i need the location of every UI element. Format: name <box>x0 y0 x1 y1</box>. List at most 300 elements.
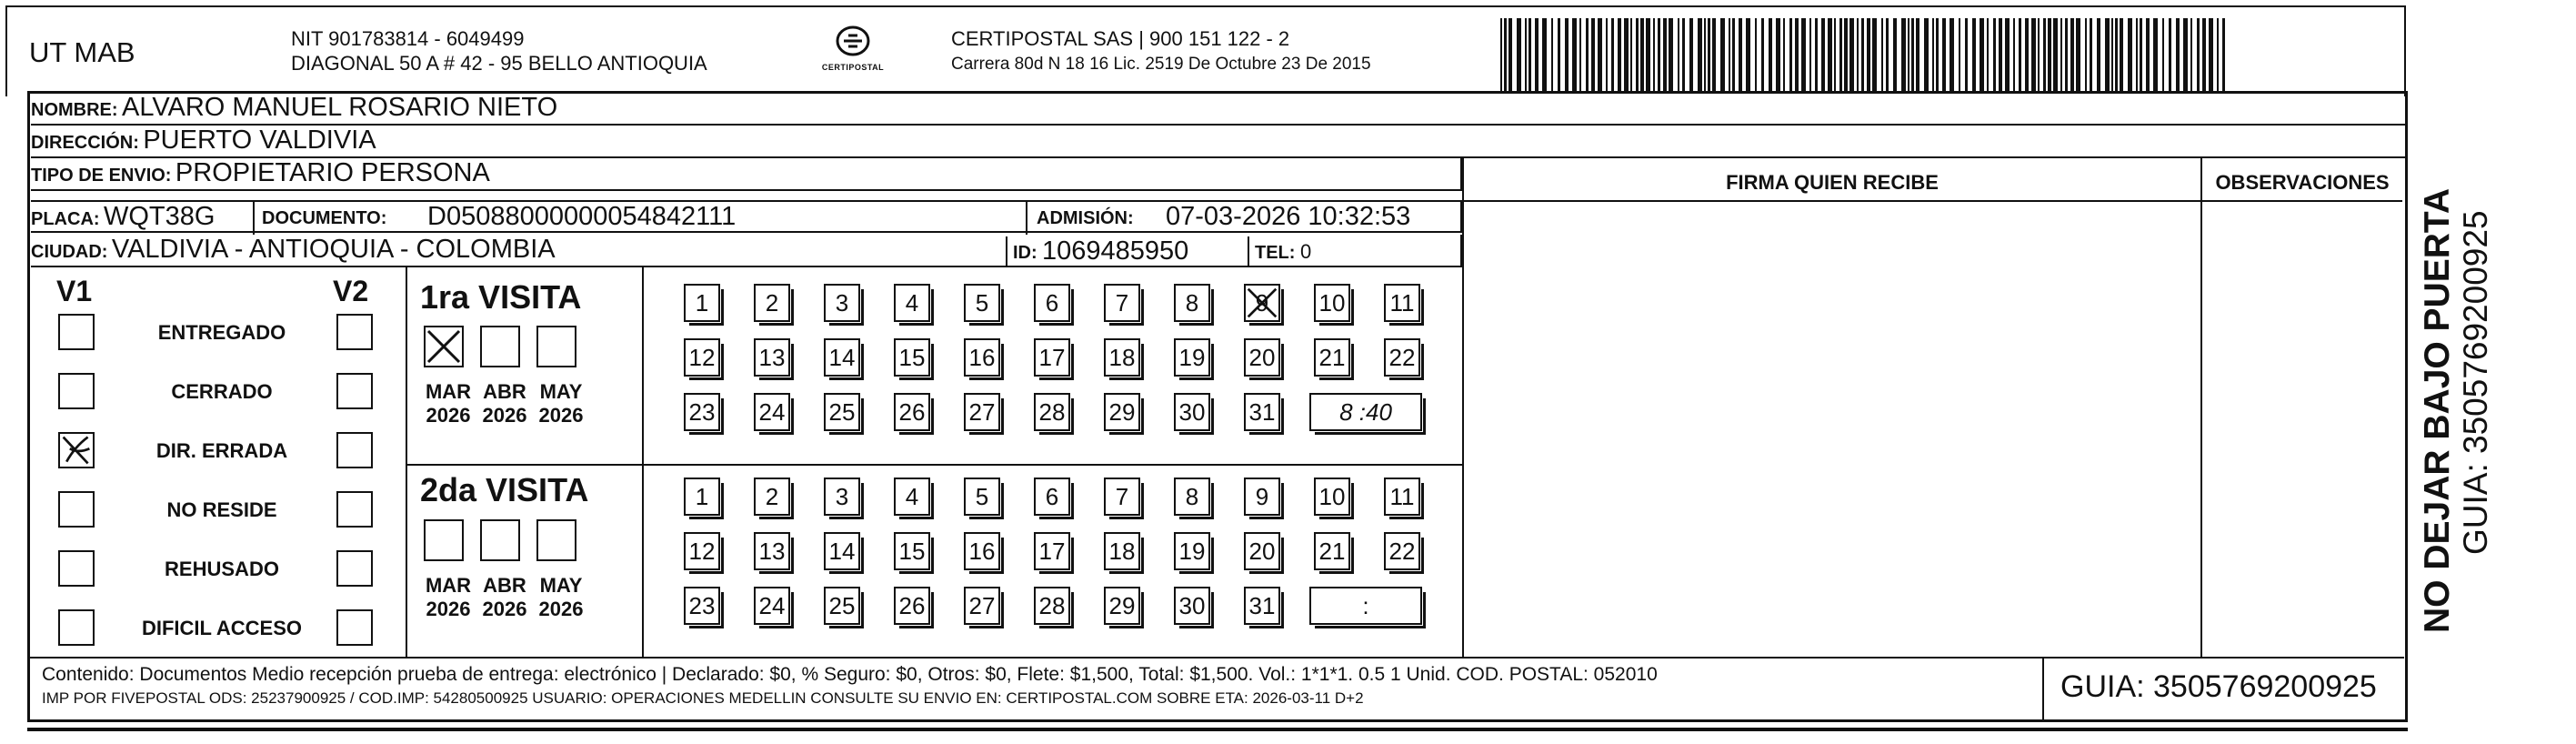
barcode-bar <box>1857 18 1859 93</box>
visit2-day-box[interactable] <box>824 478 860 516</box>
barcode-bar <box>1658 18 1660 93</box>
visit1-day-number: 23 <box>688 397 716 426</box>
barcode-bar <box>1916 18 1919 93</box>
visit2-day-box[interactable] <box>1174 587 1210 625</box>
visit1-day-box[interactable] <box>684 393 720 431</box>
barcode-bar <box>2202 18 2206 93</box>
visit1-month-label: MAY <box>539 380 583 403</box>
barcode-bar <box>2190 18 2192 93</box>
visit1-day-number: 7 <box>1115 288 1129 317</box>
status-label: ENTREGADO <box>157 321 286 344</box>
id-value: 1069485950 <box>1042 236 1189 266</box>
barcode-bar <box>1893 18 1897 93</box>
visit1-day-box[interactable] <box>754 338 790 377</box>
visit1-day-box[interactable] <box>1034 338 1070 377</box>
tel-label: TEL: <box>1255 243 1296 263</box>
visit1-day-box[interactable] <box>1314 284 1350 322</box>
visit1-day-box[interactable] <box>824 284 860 322</box>
visit1-day-number: 26 <box>898 397 926 426</box>
visit2-day-number: 4 <box>905 482 919 510</box>
barcode-bar <box>2038 18 2040 93</box>
barcode-bar <box>2197 18 2200 93</box>
visit1-day-box[interactable] <box>964 338 1000 377</box>
barcode-bar <box>1815 18 1818 93</box>
barcode-bar <box>2140 18 2142 93</box>
status-v2-checkbox[interactable] <box>336 609 373 646</box>
barcode-bar <box>2065 18 2068 93</box>
bottom-thick-line <box>27 728 2408 731</box>
visit1-day-box[interactable] <box>1104 284 1140 322</box>
documento-value: D05088000000054842111 <box>427 202 737 231</box>
visit1-day-number: 18 <box>1108 343 1136 371</box>
status-v1-checkbox[interactable] <box>58 314 95 350</box>
visit2-day-number: 19 <box>1178 537 1206 565</box>
visit2-day-number: 5 <box>975 482 989 510</box>
divider-footer-guia <box>2042 657 2044 720</box>
visit2-day-number: 24 <box>758 591 786 619</box>
visit1-day-number: 17 <box>1038 343 1066 371</box>
visit2-day-number: 11 <box>1389 482 1415 510</box>
barcode-bar <box>2048 18 2051 93</box>
barcode-bar <box>1689 18 1693 93</box>
visit2-month-checkbox[interactable] <box>424 519 464 561</box>
visit2-day-box[interactable] <box>1174 532 1210 570</box>
nombre-label: NOMBRE: <box>31 100 118 120</box>
barcode-bar <box>1834 18 1836 93</box>
barcode-bar <box>1739 18 1742 93</box>
barcode-bar <box>1682 18 1685 93</box>
placa-value: WQT38G <box>104 202 216 231</box>
visit2-day-box[interactable] <box>1384 478 1420 516</box>
tipo-label: TIPO DE ENVIO: <box>31 166 172 186</box>
visit2-year-label: 2026 <box>426 598 471 620</box>
barcode-bar <box>1500 18 1502 93</box>
status-label: REHUSADO <box>165 558 279 580</box>
carrier-license: Carrera 80d N 18 16 Lic. 2519 De Octubre 23 De 2015 <box>951 55 1371 74</box>
barcode-bar <box>1606 18 1608 93</box>
visit1-day-box[interactable] <box>894 284 930 322</box>
status-label: DIR. ERRADA <box>155 439 288 462</box>
barcode-bar <box>2115 18 2118 93</box>
visit2-day-box[interactable] <box>964 478 1000 516</box>
visit2-day-box[interactable] <box>1384 532 1420 570</box>
visit2-day-box[interactable] <box>824 532 860 570</box>
visit1-day-box[interactable] <box>1034 393 1070 431</box>
status-v2-checkbox[interactable] <box>336 314 373 350</box>
barcode-bar <box>1801 18 1806 93</box>
side-guia: GUIA: 3505769200925 <box>2457 210 2494 555</box>
barcode-bar <box>2217 18 2219 93</box>
visit1-day-number: 5 <box>975 288 989 317</box>
row-nombre <box>31 93 2406 126</box>
barcode-bar <box>1586 18 1589 93</box>
barcode-bar <box>2053 18 2058 93</box>
barcode-bar <box>1987 18 1989 93</box>
visit2-day-box[interactable] <box>824 587 860 625</box>
visit2-day-box[interactable] <box>1104 532 1140 570</box>
visit2-day-number: 15 <box>898 537 926 565</box>
nombre-value: ALVARO MANUEL ROSARIO NIETO <box>122 93 558 122</box>
direccion-label: DIRECCIÓN: <box>31 133 139 153</box>
barcode-bar <box>1708 18 1710 93</box>
barcode-bar <box>1828 18 1832 93</box>
barcode-bar <box>1542 18 1547 93</box>
visit2-day-box[interactable] <box>1244 587 1280 625</box>
barcode-bar <box>1901 18 1906 93</box>
visit1-day-box[interactable] <box>1174 393 1210 431</box>
company-nit: NIT 901783814 - 6049499 <box>291 27 525 50</box>
visit1-day-box[interactable] <box>1174 338 1210 377</box>
barcode-bar <box>1535 18 1539 93</box>
observaciones-header: OBSERVACIONES <box>2215 171 2390 194</box>
barcode-bar <box>1698 18 1702 93</box>
visit1-hour-box[interactable] <box>1309 393 1422 431</box>
visit2-day-box[interactable] <box>1314 478 1350 516</box>
visit2-day-box[interactable] <box>894 478 930 516</box>
visit2-day-number: 7 <box>1115 482 1129 510</box>
barcode-bar <box>2076 18 2080 93</box>
visit1-day-box[interactable] <box>1104 338 1140 377</box>
visit1-day-number: 11 <box>1389 288 1415 317</box>
visit2-day-number: 9 <box>1255 482 1269 510</box>
visit1-day-box[interactable] <box>824 338 860 377</box>
visit2-month-checkbox[interactable] <box>480 519 520 561</box>
barcode-bar <box>2209 18 2213 93</box>
visit1-day-box[interactable] <box>964 284 1000 322</box>
visit1-day-box[interactable] <box>1314 338 1350 377</box>
visit2-day-number: 31 <box>1248 591 1276 619</box>
barcode-bar <box>2120 18 2123 93</box>
barcode-bar <box>1755 18 1757 93</box>
visit1-day-number: 3 <box>835 288 849 317</box>
barcode-bar <box>2085 18 2087 93</box>
barcode-bar <box>1591 18 1595 93</box>
visit2-day-number: 21 <box>1318 537 1346 565</box>
barcode-bar <box>1783 18 1785 93</box>
visit2-day-number: 18 <box>1108 537 1136 565</box>
visit1-day-number: 8 <box>1185 288 1199 317</box>
barcode-bar <box>2025 18 2029 93</box>
barcode-bar <box>2222 18 2225 93</box>
barcode-bar <box>1942 18 1946 93</box>
v1-label: V1 <box>56 275 93 307</box>
visit1-day-number: 25 <box>828 397 856 426</box>
barcode-bar <box>1663 18 1667 93</box>
visit2-hour-box[interactable] <box>1309 587 1422 625</box>
divider-observaciones <box>2200 158 2202 657</box>
visit1-day-number: 9 <box>1255 288 1269 317</box>
visit2-day-box[interactable] <box>894 587 930 625</box>
barcode-bar <box>1886 18 1889 93</box>
visit2-day-number: 6 <box>1045 482 1059 510</box>
company-name: UT MAB <box>29 36 135 68</box>
barcode-bar <box>1746 18 1750 93</box>
barcode-bar <box>2146 18 2150 93</box>
barcode-bar <box>1761 18 1764 93</box>
status-v2-checkbox[interactable] <box>336 491 373 528</box>
tel-value: 0 <box>1300 240 1312 263</box>
check-mark-icon <box>60 434 93 467</box>
visit1-day-box[interactable] <box>684 338 720 377</box>
visit2-day-box[interactable] <box>684 587 720 625</box>
visit2-year-label: 2026 <box>482 598 527 620</box>
visit1-month-checkbox[interactable] <box>424 326 464 367</box>
barcode-bar <box>1789 18 1792 93</box>
visit1-month-checkbox[interactable] <box>536 326 576 367</box>
visit2-month-label: ABR <box>483 574 526 597</box>
visit2-day-number: 29 <box>1108 591 1136 619</box>
documento-label: DOCUMENTO: <box>262 208 387 228</box>
barcode-bar <box>1959 18 1960 93</box>
barcode-bar <box>2136 18 2138 93</box>
visit1-month-label: MAR <box>425 380 472 403</box>
visit1-day-box[interactable] <box>1384 338 1420 377</box>
visit2-day-box[interactable] <box>1034 532 1070 570</box>
visit1-day-number: 24 <box>758 397 786 426</box>
status-v1-checkbox[interactable] <box>58 491 95 528</box>
visit1-day-box[interactable] <box>964 393 1000 431</box>
barcode-bar <box>1729 18 1730 93</box>
status-label: NO RESIDE <box>166 498 277 521</box>
barcode-bar <box>1908 18 1909 93</box>
visit1-day-number: 30 <box>1178 397 1206 426</box>
visit1-day-box[interactable] <box>894 393 930 431</box>
barcode-bar <box>2005 18 2010 93</box>
barcode-bar <box>1795 18 1799 93</box>
barcode-bar <box>1839 18 1842 93</box>
status-v1-checkbox[interactable] <box>58 432 95 468</box>
visit2-day-number: 27 <box>968 591 996 619</box>
barcode-bar <box>1776 18 1780 93</box>
visit2-hour-value: : <box>1362 591 1369 619</box>
visit1-day-number: 31 <box>1248 397 1276 426</box>
visit2-month-label: MAY <box>539 574 583 597</box>
visit2-day-box[interactable] <box>1244 532 1280 570</box>
admision-label: ADMISIÓN: <box>1037 208 1134 228</box>
visit2-day-box[interactable] <box>1034 478 1070 516</box>
visit2-day-box[interactable] <box>754 478 790 516</box>
barcode-bar <box>2090 18 2092 93</box>
check-mark-icon <box>1246 286 1278 320</box>
firma-header-line <box>1462 200 2402 202</box>
visit2-year-label: 2026 <box>538 598 584 620</box>
visit1-year-label: 2026 <box>482 404 527 427</box>
barcode-bar <box>1950 18 1954 93</box>
visit1-day-number: 20 <box>1248 343 1276 371</box>
barcode-bar <box>1509 18 1512 93</box>
visit1-day-number: 14 <box>828 343 856 371</box>
visit2-day-box[interactable] <box>1174 478 1210 516</box>
barcode-bar <box>1646 18 1650 93</box>
visit1-day-number: 1 <box>695 288 709 317</box>
divider-admision <box>1026 202 1027 235</box>
footer-imp: IMP POR FIVEPOSTAL ODS: 25237900925 / COD.IMP: 54280500925 USUARIO: OPERACIONES MEDELLIN CONSULTE SU ENVIO EN: CERTIPOSTAL.COM SOBRE ETA: 2026-03-11 D+2 <box>42 689 1364 707</box>
visit1-day-box[interactable] <box>684 284 720 322</box>
v2-label: V2 <box>333 275 369 307</box>
visit2-day-number: 2 <box>765 482 779 510</box>
visit2-day-box[interactable] <box>964 587 1000 625</box>
visit2-day-box[interactable] <box>1244 478 1280 516</box>
visit1-day-number: 27 <box>968 397 996 426</box>
visit2-day-number: 28 <box>1038 591 1066 619</box>
visit1-day-number: 21 <box>1318 343 1346 371</box>
status-v2-checkbox[interactable] <box>336 432 373 468</box>
row-tipo <box>31 158 1462 191</box>
company-address: DIAGONAL 50 A # 42 - 95 BELLO ANTIOQUIA <box>291 52 707 75</box>
divider-placa <box>253 202 255 235</box>
footer-content: Contenido: Documentos Medio recepción prueba de entrega: electrónico | Declarado: $0, % Seguro: $0, Otros: $0, Flete: $1,500, Total: $1,500. Vol.: 1*1*1. 0.5 1 Unid. COD. POSTAL: 052010 <box>42 664 1658 685</box>
direccion-value: PUERTO VALDIVIA <box>143 126 376 155</box>
visit2-day-box[interactable] <box>754 532 790 570</box>
certipostal-logo-icon <box>833 25 873 58</box>
barcode-bar <box>1720 18 1725 93</box>
visit1-day-number: 16 <box>968 343 996 371</box>
side-warning: NO DEJAR BAJO PUERTA <box>2418 187 2457 633</box>
barcode-bar <box>2162 18 2164 93</box>
visit1-hour-value: 8 :40 <box>1339 397 1392 426</box>
visit2-day-box[interactable] <box>1104 478 1140 516</box>
barcode-bar <box>1712 18 1716 93</box>
barcode-bar <box>1598 18 1602 93</box>
visit2-day-number: 22 <box>1388 537 1416 565</box>
visit1-day-box[interactable] <box>754 393 790 431</box>
visit2-day-number: 25 <box>828 591 856 619</box>
barcode-bar <box>2097 18 2100 93</box>
visit1-title: 1ra VISITA <box>420 278 582 316</box>
visit2-day-number: 20 <box>1248 537 1276 565</box>
barcode-bar <box>2060 18 2062 93</box>
barcode-bar <box>1611 18 1614 93</box>
divider-tel <box>1248 236 1249 267</box>
visit1-day-number: 2 <box>765 288 779 317</box>
visit1-day-box[interactable] <box>1104 393 1140 431</box>
status-v2-checkbox[interactable] <box>336 373 373 409</box>
visit1-day-box[interactable] <box>754 284 790 322</box>
visit2-day-box[interactable] <box>894 532 930 570</box>
visit1-day-number: 22 <box>1388 343 1416 371</box>
visit1-day-box[interactable] <box>894 338 930 377</box>
barcode-bar <box>1678 18 1679 93</box>
visit1-day-number: 4 <box>905 288 919 317</box>
barcode-bar <box>1630 18 1632 93</box>
barcode <box>1500 18 2228 93</box>
visit2-day-box[interactable] <box>964 532 1000 570</box>
visit2-day-number: 14 <box>828 537 856 565</box>
visit1-day-number: 13 <box>758 343 786 371</box>
barcode-bar <box>1965 18 1968 93</box>
barcode-bar <box>1844 18 1848 93</box>
status-label: CERRADO <box>171 380 273 403</box>
divider-status <box>406 267 407 657</box>
barcode-bar <box>1653 18 1655 93</box>
barcode-bar <box>2183 18 2188 93</box>
visit1-day-box[interactable] <box>1244 284 1280 322</box>
barcode-bar <box>1572 18 1577 93</box>
barcode-bar <box>1872 18 1877 93</box>
visit1-day-box[interactable] <box>1174 284 1210 322</box>
visit1-day-box[interactable] <box>1384 284 1420 322</box>
barcode-bar <box>2128 18 2132 93</box>
barcode-bar <box>1558 18 1560 93</box>
status-v1-checkbox[interactable] <box>58 609 95 646</box>
visit2-day-box[interactable] <box>684 478 720 516</box>
divider-firma <box>1462 158 1464 657</box>
visit2-day-number: 23 <box>688 591 716 619</box>
barcode-bar <box>1936 18 1939 93</box>
visit1-day-number: 12 <box>688 343 716 371</box>
visit1-day-number: 6 <box>1045 288 1059 317</box>
visit1-day-number: 15 <box>898 343 926 371</box>
divider-id <box>1006 236 1007 267</box>
barcode-bar <box>1924 18 1929 93</box>
placa-label: PLACA: <box>31 209 100 229</box>
barcode-bar <box>2013 18 2015 93</box>
barcode-bar <box>1881 18 1883 93</box>
barcode-bar <box>1579 18 1581 93</box>
visit2-day-number: 8 <box>1185 482 1199 510</box>
visit1-day-box[interactable] <box>1034 284 1070 322</box>
status-v2-checkbox[interactable] <box>336 550 373 587</box>
divider-months <box>642 267 644 657</box>
barcode-bar <box>2031 18 2036 93</box>
barcode-bar <box>2153 18 2158 93</box>
visit2-day-number: 10 <box>1318 482 1346 510</box>
visit2-day-number: 16 <box>968 537 996 565</box>
barcode-bar <box>1525 18 1527 93</box>
visit2-month-checkbox[interactable] <box>536 519 576 561</box>
status-v1-checkbox[interactable] <box>58 550 95 587</box>
barcode-bar <box>1911 18 1914 93</box>
firma-header: FIRMA QUIEN RECIBE <box>1726 171 1939 194</box>
visit2-day-box[interactable] <box>1314 532 1350 570</box>
visit2-day-number: 13 <box>758 537 786 565</box>
barcode-bar <box>1809 18 1811 93</box>
barcode-bar <box>2111 18 2113 93</box>
barcode-bar <box>1529 18 1531 93</box>
status-v1-checkbox[interactable] <box>58 373 95 409</box>
barcode-bar <box>1618 18 1621 93</box>
barcode-bar <box>1861 18 1864 93</box>
id-label: ID: <box>1013 243 1037 263</box>
footer-guia: GUIA: 3505769200925 <box>2060 669 2377 704</box>
barcode-bar <box>1999 18 2002 93</box>
visit2-day-box[interactable] <box>684 532 720 570</box>
barcode-bar <box>1769 18 1772 93</box>
barcode-bar <box>1972 18 1976 93</box>
barcode-bar <box>2019 18 2021 93</box>
visit2-day-box[interactable] <box>1034 587 1070 625</box>
visit1-day-box[interactable] <box>1244 338 1280 377</box>
visit1-day-box[interactable] <box>1244 393 1280 431</box>
visit1-day-box[interactable] <box>824 393 860 431</box>
visit1-day-number: 10 <box>1318 288 1346 317</box>
status-label: DIFICIL ACCESO <box>141 617 302 639</box>
barcode-bar <box>2176 18 2180 93</box>
admision-value: 07-03-2026 10:32:53 <box>1166 202 1411 231</box>
barcode-bar <box>2105 18 2110 93</box>
barcode-bar <box>1821 18 1825 93</box>
tipo-value: PROPIETARIO PERSONA <box>175 158 490 187</box>
visit2-day-box[interactable] <box>1104 587 1140 625</box>
logo-text: CERTIPOSTAL <box>821 63 885 72</box>
barcode-bar <box>1551 18 1553 93</box>
visit2-day-number: 30 <box>1178 591 1206 619</box>
visit1-month-checkbox[interactable] <box>480 326 520 367</box>
visit2-day-box[interactable] <box>754 587 790 625</box>
barcode-bar <box>1640 18 1644 93</box>
barcode-bar <box>1704 18 1706 93</box>
barcode-bar <box>1504 18 1507 93</box>
